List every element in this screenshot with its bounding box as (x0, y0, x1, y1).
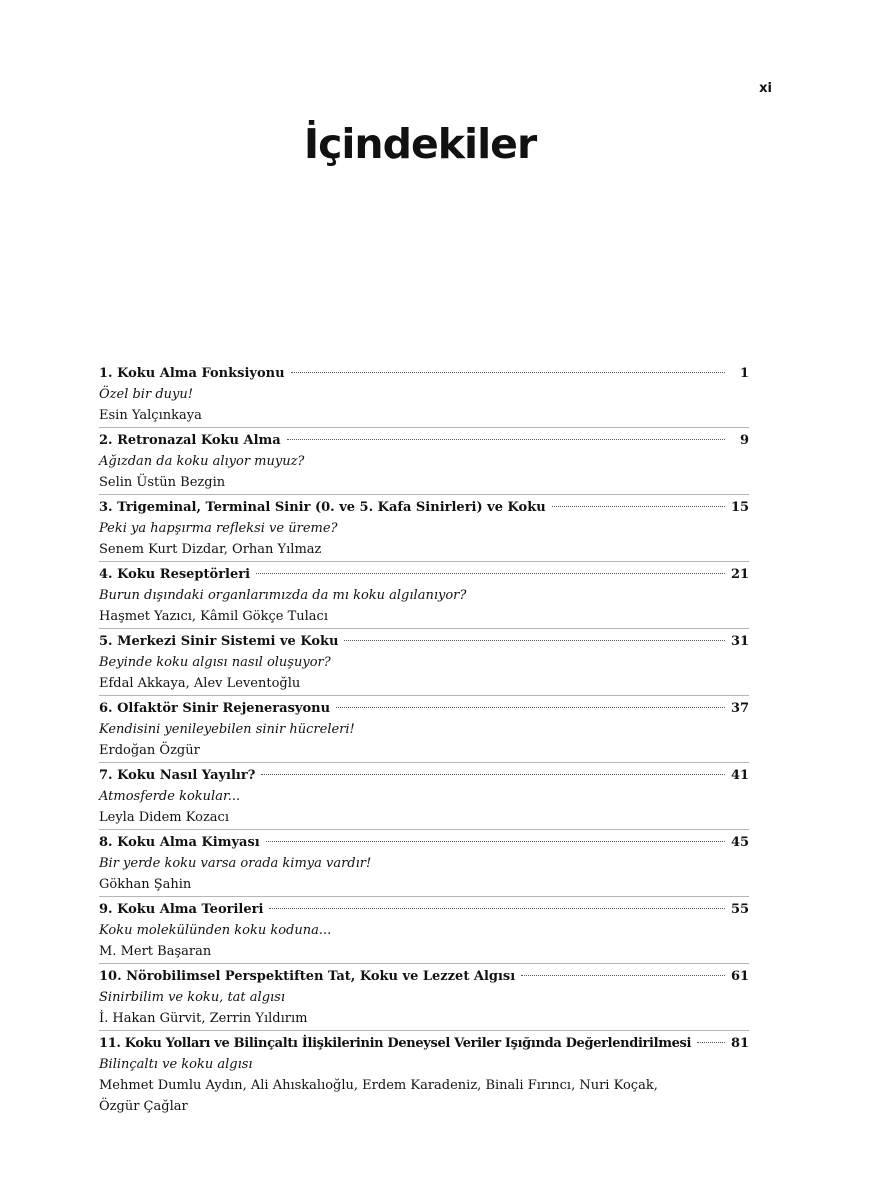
toc-entry-page[interactable]: 81 (731, 1036, 750, 1051)
dot-leader (291, 372, 725, 373)
toc-entry-title-row (99, 363, 749, 384)
toc-entry-authors: Haşmet Yazıcı, Kâmil Gökçe Tulacı (99, 609, 328, 624)
toc-entry-authors: Erdoğan Özgür (99, 743, 200, 758)
toc-entry-page[interactable]: 45 (731, 835, 750, 850)
toc-entry (99, 763, 749, 830)
toc-entry (99, 428, 749, 495)
toc-entry-title-row (99, 832, 749, 853)
dot-leader (269, 908, 725, 909)
dot-leader (521, 975, 725, 976)
toc-entry-page[interactable]: 31 (731, 634, 750, 649)
toc-entry-authors: Senem Kurt Dizdar, Orhan Yılmaz (99, 542, 322, 557)
toc-entry-title[interactable]: 1. Koku Alma Fonksiyonu (99, 366, 285, 381)
toc-entry-authors: İ. Hakan Gürvit, Zerrin Yıldırım (99, 1011, 308, 1026)
toc-entry-authors: Leyla Didem Kozacı (99, 810, 229, 825)
toc-entry-title[interactable]: 9. Koku Alma Teorileri (99, 902, 264, 917)
dot-leader (552, 506, 725, 507)
toc-entry-title-row (99, 899, 749, 920)
toc-entry-title-row (99, 497, 749, 518)
toc-entry (99, 562, 749, 629)
table-of-contents (99, 361, 749, 1117)
toc-entry-subtitle: Beyinde koku algısı nasıl oluşuyor? (99, 655, 331, 670)
toc-entry-title[interactable]: 7. Koku Nasıl Yayılır? (99, 768, 256, 783)
toc-entry-page[interactable]: 15 (731, 500, 750, 515)
toc-entry-page[interactable]: 61 (731, 969, 750, 984)
toc-entry-subtitle: Özel bir duyu! (99, 387, 193, 402)
toc-entry (99, 361, 749, 428)
toc-entry (99, 495, 749, 562)
toc-entry-title[interactable]: 4. Koku Reseptörleri (99, 567, 251, 582)
toc-entry-authors: M. Mert Başaran (99, 944, 212, 959)
toc-entry-title[interactable]: 5. Merkezi Sinir Sistemi ve Koku (99, 634, 339, 649)
toc-entry (99, 629, 749, 696)
toc-entry-subtitle: Bilinçaltı ve koku algısı (99, 1057, 253, 1072)
toc-entry (99, 897, 749, 964)
toc-entry (99, 1031, 749, 1117)
toc-entry-title[interactable]: 11. Koku Yolları ve Bilinçaltı İlişkilerinin Deneysel Veriler Işığında Değerlendirilmesi (99, 1036, 692, 1051)
toc-entry-title[interactable]: 10. Nörobilimsel Perspektiften Tat, Koku ve Lezzet Algısı (99, 969, 516, 984)
dot-leader (261, 774, 725, 775)
toc-entry-title-row (99, 430, 749, 451)
toc-entry-title-row (99, 698, 749, 719)
dot-leader (336, 707, 725, 708)
page-number: xi (759, 81, 772, 96)
toc-entry-subtitle: Bir yerde koku varsa orada kimya vardır! (99, 856, 372, 871)
toc-entry-authors: Gökhan Şahin (99, 877, 192, 892)
toc-entry-subtitle: Sinirbilim ve koku, tat algısı (99, 990, 285, 1005)
toc-entry-title-row (99, 765, 749, 786)
toc-entry-title-row (99, 631, 749, 652)
toc-entry-subtitle: Burun dışındaki organlarımızda da mı koku algılanıyor? (99, 588, 467, 603)
toc-entry-title[interactable]: 2. Retronazal Koku Alma (99, 433, 281, 448)
toc-entry-page[interactable]: 41 (731, 768, 750, 783)
toc-entry-title-row (99, 966, 749, 987)
toc-entry-authors: Efdal Akkaya, Alev Leventoğlu (99, 676, 301, 691)
toc-entry-page[interactable]: 1 (739, 366, 749, 381)
toc-entry-subtitle: Atmosferde kokular... (99, 789, 241, 804)
page-title: İçindekiler (303, 120, 537, 168)
toc-entry (99, 696, 749, 763)
toc-entry-title-row (99, 564, 749, 585)
toc-entry-subtitle: Ağızdan da koku alıyor muyuz? (99, 454, 305, 469)
toc-entry-page[interactable]: 37 (731, 701, 750, 716)
dot-leader (287, 439, 725, 440)
toc-entry-subtitle: Koku molekülünden koku koduna... (99, 923, 332, 938)
toc-entry-title[interactable]: 8. Koku Alma Kimyası (99, 835, 260, 850)
toc-entry-title[interactable]: 6. Olfaktör Sinir Rejenerasyonu (99, 701, 331, 716)
toc-entry-page[interactable]: 55 (731, 902, 750, 917)
dot-leader (697, 1042, 725, 1043)
toc-entry-title[interactable]: 3. Trigeminal, Terminal Sinir (0. ve 5. Kafa Sinirleri) ve Koku (99, 500, 546, 515)
toc-entry-subtitle: Peki ya hapşırma refleksi ve üreme? (99, 521, 338, 536)
dot-leader (256, 573, 725, 574)
dot-leader (266, 841, 725, 842)
toc-entry-authors: Mehmet Dumlu Aydın, Ali Ahıskalıoğlu, Erdem Karadeniz, Binali Fırıncı, Nuri Koçak, Özgür Çağlar (99, 1078, 658, 1114)
toc-entry-page[interactable]: 9 (739, 433, 749, 448)
toc-entry-page[interactable]: 21 (731, 567, 750, 582)
toc-entry-subtitle: Kendisini yenileyebilen sinir hücreleri! (99, 722, 355, 737)
toc-entry (99, 964, 749, 1031)
dot-leader (344, 640, 725, 641)
toc-entry (99, 830, 749, 897)
toc-entry-authors: Selin Üstün Bezgin (99, 475, 226, 490)
toc-entry-authors: Esin Yalçınkaya (99, 408, 202, 423)
toc-entry-title-row (99, 1033, 749, 1054)
